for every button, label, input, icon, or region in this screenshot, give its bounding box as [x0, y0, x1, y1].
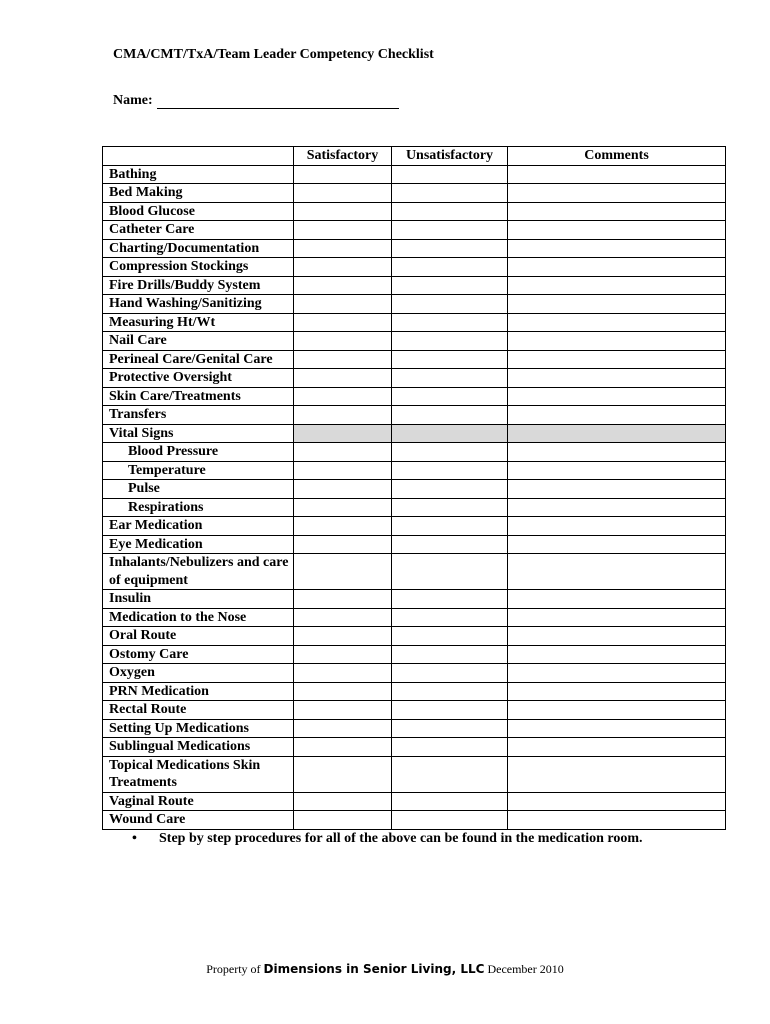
comments-cell[interactable] — [508, 554, 726, 590]
table-row — [103, 664, 726, 683]
comments-cell[interactable] — [508, 590, 726, 609]
unsatisfactory-cell[interactable] — [392, 756, 508, 792]
table-row — [103, 590, 726, 609]
comments-cell[interactable] — [508, 184, 726, 203]
footer — [0, 962, 770, 977]
unsatisfactory-cell[interactable] — [392, 608, 508, 627]
comments-cell[interactable] — [508, 701, 726, 720]
checklist-item-label: Sublingual Medications — [103, 738, 294, 757]
satisfactory-cell[interactable] — [294, 165, 392, 184]
table-row — [103, 719, 726, 738]
checklist-item-label: Ostomy Care — [103, 645, 294, 664]
comments-cell[interactable] — [508, 719, 726, 738]
table-row — [103, 535, 726, 554]
competency-table — [102, 146, 726, 830]
satisfactory-cell[interactable] — [294, 276, 392, 295]
satisfactory-cell[interactable] — [294, 719, 392, 738]
comments-cell[interactable] — [508, 424, 726, 443]
comments-cell[interactable] — [508, 165, 726, 184]
unsatisfactory-cell[interactable] — [392, 719, 508, 738]
table-row — [103, 554, 726, 590]
checklist-item-label: PRN Medication — [103, 682, 294, 701]
table-row — [103, 313, 726, 332]
satisfactory-cell[interactable] — [294, 239, 392, 258]
table-header-row — [103, 147, 726, 166]
comments-cell[interactable] — [508, 313, 726, 332]
comments-cell[interactable] — [508, 645, 726, 664]
table-row — [103, 608, 726, 627]
unsatisfactory-cell[interactable] — [392, 554, 508, 590]
comments-cell[interactable] — [508, 221, 726, 240]
comments-cell[interactable] — [508, 350, 726, 369]
satisfactory-cell[interactable] — [294, 221, 392, 240]
checklist-item-label: Oxygen — [103, 664, 294, 683]
satisfactory-cell[interactable] — [294, 701, 392, 720]
unsatisfactory-cell[interactable] — [392, 239, 508, 258]
unsatisfactory-cell[interactable] — [392, 313, 508, 332]
checklist-item-label: Topical Medications Skin Treatments — [103, 756, 294, 792]
unsatisfactory-cell[interactable] — [392, 664, 508, 683]
checklist-item-label: Setting Up Medications — [103, 719, 294, 738]
checklist-item-label: Eye Medication — [103, 535, 294, 554]
comments-cell[interactable] — [508, 202, 726, 221]
unsatisfactory-cell[interactable] — [392, 682, 508, 701]
unsatisfactory-cell[interactable] — [392, 276, 508, 295]
satisfactory-cell[interactable] — [294, 756, 392, 792]
unsatisfactory-cell[interactable] — [392, 517, 508, 536]
table-row — [103, 239, 726, 258]
checklist-item-label: Oral Route — [103, 627, 294, 646]
checklist-item-label: Vaginal Route — [103, 792, 294, 811]
unsatisfactory-cell[interactable] — [392, 792, 508, 811]
checklist-item-label: Compression Stockings — [103, 258, 294, 277]
table-row — [103, 682, 726, 701]
page-title: CMA/CMT/TxA/Team Leader Competency Checklist — [113, 47, 434, 62]
unsatisfactory-cell[interactable] — [392, 480, 508, 499]
satisfactory-cell[interactable] — [294, 258, 392, 277]
unsatisfactory-cell[interactable] — [392, 332, 508, 351]
unsatisfactory-cell[interactable] — [392, 369, 508, 388]
checklist-item-label: Transfers — [103, 406, 294, 425]
unsatisfactory-cell[interactable] — [392, 406, 508, 425]
unsatisfactory-cell[interactable] — [392, 701, 508, 720]
satisfactory-cell[interactable] — [294, 535, 392, 554]
satisfactory-cell[interactable] — [294, 202, 392, 221]
comments-cell[interactable] — [508, 461, 726, 480]
table-row — [103, 424, 726, 443]
comments-cell[interactable] — [508, 276, 726, 295]
comments-cell[interactable] — [508, 295, 726, 314]
table-row — [103, 369, 726, 388]
unsatisfactory-cell[interactable] — [392, 424, 508, 443]
checklist-item-label: Rectal Route — [103, 701, 294, 720]
satisfactory-cell[interactable] — [294, 517, 392, 536]
checklist-item-label: Medication to the Nose — [103, 608, 294, 627]
satisfactory-cell[interactable] — [294, 792, 392, 811]
checklist-item-label: Insulin — [103, 590, 294, 609]
table-row — [103, 276, 726, 295]
unsatisfactory-cell[interactable] — [392, 202, 508, 221]
table-row — [103, 738, 726, 757]
comments-cell[interactable] — [508, 682, 726, 701]
satisfactory-cell[interactable] — [294, 682, 392, 701]
unsatisfactory-cell[interactable] — [392, 627, 508, 646]
unsatisfactory-cell[interactable] — [392, 461, 508, 480]
table-row — [103, 295, 726, 314]
table-row — [103, 406, 726, 425]
checklist-item-label: Charting/Documentation — [103, 239, 294, 258]
satisfactory-cell[interactable] — [294, 461, 392, 480]
unsatisfactory-cell[interactable] — [392, 443, 508, 462]
header-unsatisfactory: Unsatisfactory — [392, 147, 508, 166]
satisfactory-cell[interactable] — [294, 424, 392, 443]
checklist-item-label: Blood Pressure — [103, 443, 294, 462]
procedure-note — [132, 830, 652, 848]
table-row — [103, 480, 726, 499]
table-row — [103, 443, 726, 462]
checklist-item-label: Fire Drills/Buddy System — [103, 276, 294, 295]
checklist-item-label: Vital Signs — [103, 424, 294, 443]
satisfactory-cell[interactable] — [294, 295, 392, 314]
unsatisfactory-cell[interactable] — [392, 350, 508, 369]
name-blank-line[interactable] — [157, 94, 399, 109]
satisfactory-cell[interactable] — [294, 554, 392, 590]
satisfactory-cell[interactable] — [294, 184, 392, 203]
comments-cell[interactable] — [508, 498, 726, 517]
table-row — [103, 645, 726, 664]
header-comments: Comments — [508, 147, 726, 166]
checklist-item-label: Bathing — [103, 165, 294, 184]
satisfactory-cell[interactable] — [294, 811, 392, 830]
comments-cell[interactable] — [508, 811, 726, 830]
checklist-item-label: Hand Washing/Sanitizing — [103, 295, 294, 314]
table-row — [103, 350, 726, 369]
comments-cell[interactable] — [508, 738, 726, 757]
name-label: Name: — [113, 93, 153, 108]
satisfactory-cell[interactable] — [294, 498, 392, 517]
comments-cell[interactable] — [508, 239, 726, 258]
satisfactory-cell[interactable] — [294, 313, 392, 332]
table-row — [103, 498, 726, 517]
table-row — [103, 517, 726, 536]
unsatisfactory-cell[interactable] — [392, 295, 508, 314]
satisfactory-cell[interactable] — [294, 608, 392, 627]
satisfactory-cell[interactable] — [294, 738, 392, 757]
satisfactory-cell[interactable] — [294, 406, 392, 425]
comments-cell[interactable] — [508, 369, 726, 388]
bullet-icon: • — [132, 831, 137, 846]
unsatisfactory-cell[interactable] — [392, 645, 508, 664]
table-row — [103, 756, 726, 792]
comments-cell[interactable] — [508, 792, 726, 811]
comments-cell[interactable] — [508, 517, 726, 536]
footer-company: Dimensions in Senior Living, LLC — [263, 962, 485, 976]
unsatisfactory-cell[interactable] — [392, 535, 508, 554]
table-row — [103, 811, 726, 830]
comments-cell[interactable] — [508, 608, 726, 627]
checklist-item-label: Wound Care — [103, 811, 294, 830]
satisfactory-cell[interactable] — [294, 369, 392, 388]
unsatisfactory-cell[interactable] — [392, 811, 508, 830]
unsatisfactory-cell[interactable] — [392, 165, 508, 184]
table-row — [103, 627, 726, 646]
unsatisfactory-cell[interactable] — [392, 258, 508, 277]
satisfactory-cell[interactable] — [294, 480, 392, 499]
checklist-item-label: Measuring Ht/Wt — [103, 313, 294, 332]
satisfactory-cell[interactable] — [294, 627, 392, 646]
comments-cell[interactable] — [508, 387, 726, 406]
checklist-item-label: Ear Medication — [103, 517, 294, 536]
footer-date: December 2010 — [487, 962, 564, 976]
unsatisfactory-cell[interactable] — [392, 590, 508, 609]
comments-cell[interactable] — [508, 443, 726, 462]
checklist-item-label: Temperature — [103, 461, 294, 480]
footer-prefix: Property of — [206, 962, 261, 976]
satisfactory-cell[interactable] — [294, 590, 392, 609]
table-row — [103, 258, 726, 277]
table-row — [103, 202, 726, 221]
satisfactory-cell[interactable] — [294, 350, 392, 369]
checklist-item-label: Inhalants/Nebulizers and care of equipment — [103, 554, 294, 590]
table-row — [103, 221, 726, 240]
table-row — [103, 461, 726, 480]
unsatisfactory-cell[interactable] — [392, 498, 508, 517]
satisfactory-cell[interactable] — [294, 332, 392, 351]
comments-cell[interactable] — [508, 664, 726, 683]
checklist-item-label: Blood Glucose — [103, 202, 294, 221]
table-row — [103, 387, 726, 406]
checklist-item-label: Skin Care/Treatments — [103, 387, 294, 406]
header-satisfactory: Satisfactory — [294, 147, 392, 166]
table-row — [103, 792, 726, 811]
checklist-item-label: Bed Making — [103, 184, 294, 203]
comments-cell[interactable] — [508, 627, 726, 646]
checklist-item-label: Protective Oversight — [103, 369, 294, 388]
unsatisfactory-cell[interactable] — [392, 738, 508, 757]
satisfactory-cell[interactable] — [294, 664, 392, 683]
satisfactory-cell[interactable] — [294, 387, 392, 406]
comments-cell[interactable] — [508, 756, 726, 792]
name-field — [113, 93, 399, 109]
header-item — [103, 147, 294, 166]
table-row — [103, 332, 726, 351]
comments-cell[interactable] — [508, 332, 726, 351]
satisfactory-cell[interactable] — [294, 443, 392, 462]
unsatisfactory-cell[interactable] — [392, 221, 508, 240]
table-row — [103, 184, 726, 203]
comments-cell[interactable] — [508, 258, 726, 277]
unsatisfactory-cell[interactable] — [392, 184, 508, 203]
checklist-item-label: Pulse — [103, 480, 294, 499]
note-text: Step by step procedures for all of the above can be found in the medication room. — [159, 831, 643, 846]
table-row — [103, 165, 726, 184]
checklist-item-label: Nail Care — [103, 332, 294, 351]
checklist-item-label: Catheter Care — [103, 221, 294, 240]
unsatisfactory-cell[interactable] — [392, 387, 508, 406]
comments-cell[interactable] — [508, 406, 726, 425]
table-row — [103, 701, 726, 720]
checklist-item-label: Respirations — [103, 498, 294, 517]
comments-cell[interactable] — [508, 480, 726, 499]
comments-cell[interactable] — [508, 535, 726, 554]
satisfactory-cell[interactable] — [294, 645, 392, 664]
checklist-item-label: Perineal Care/Genital Care — [103, 350, 294, 369]
